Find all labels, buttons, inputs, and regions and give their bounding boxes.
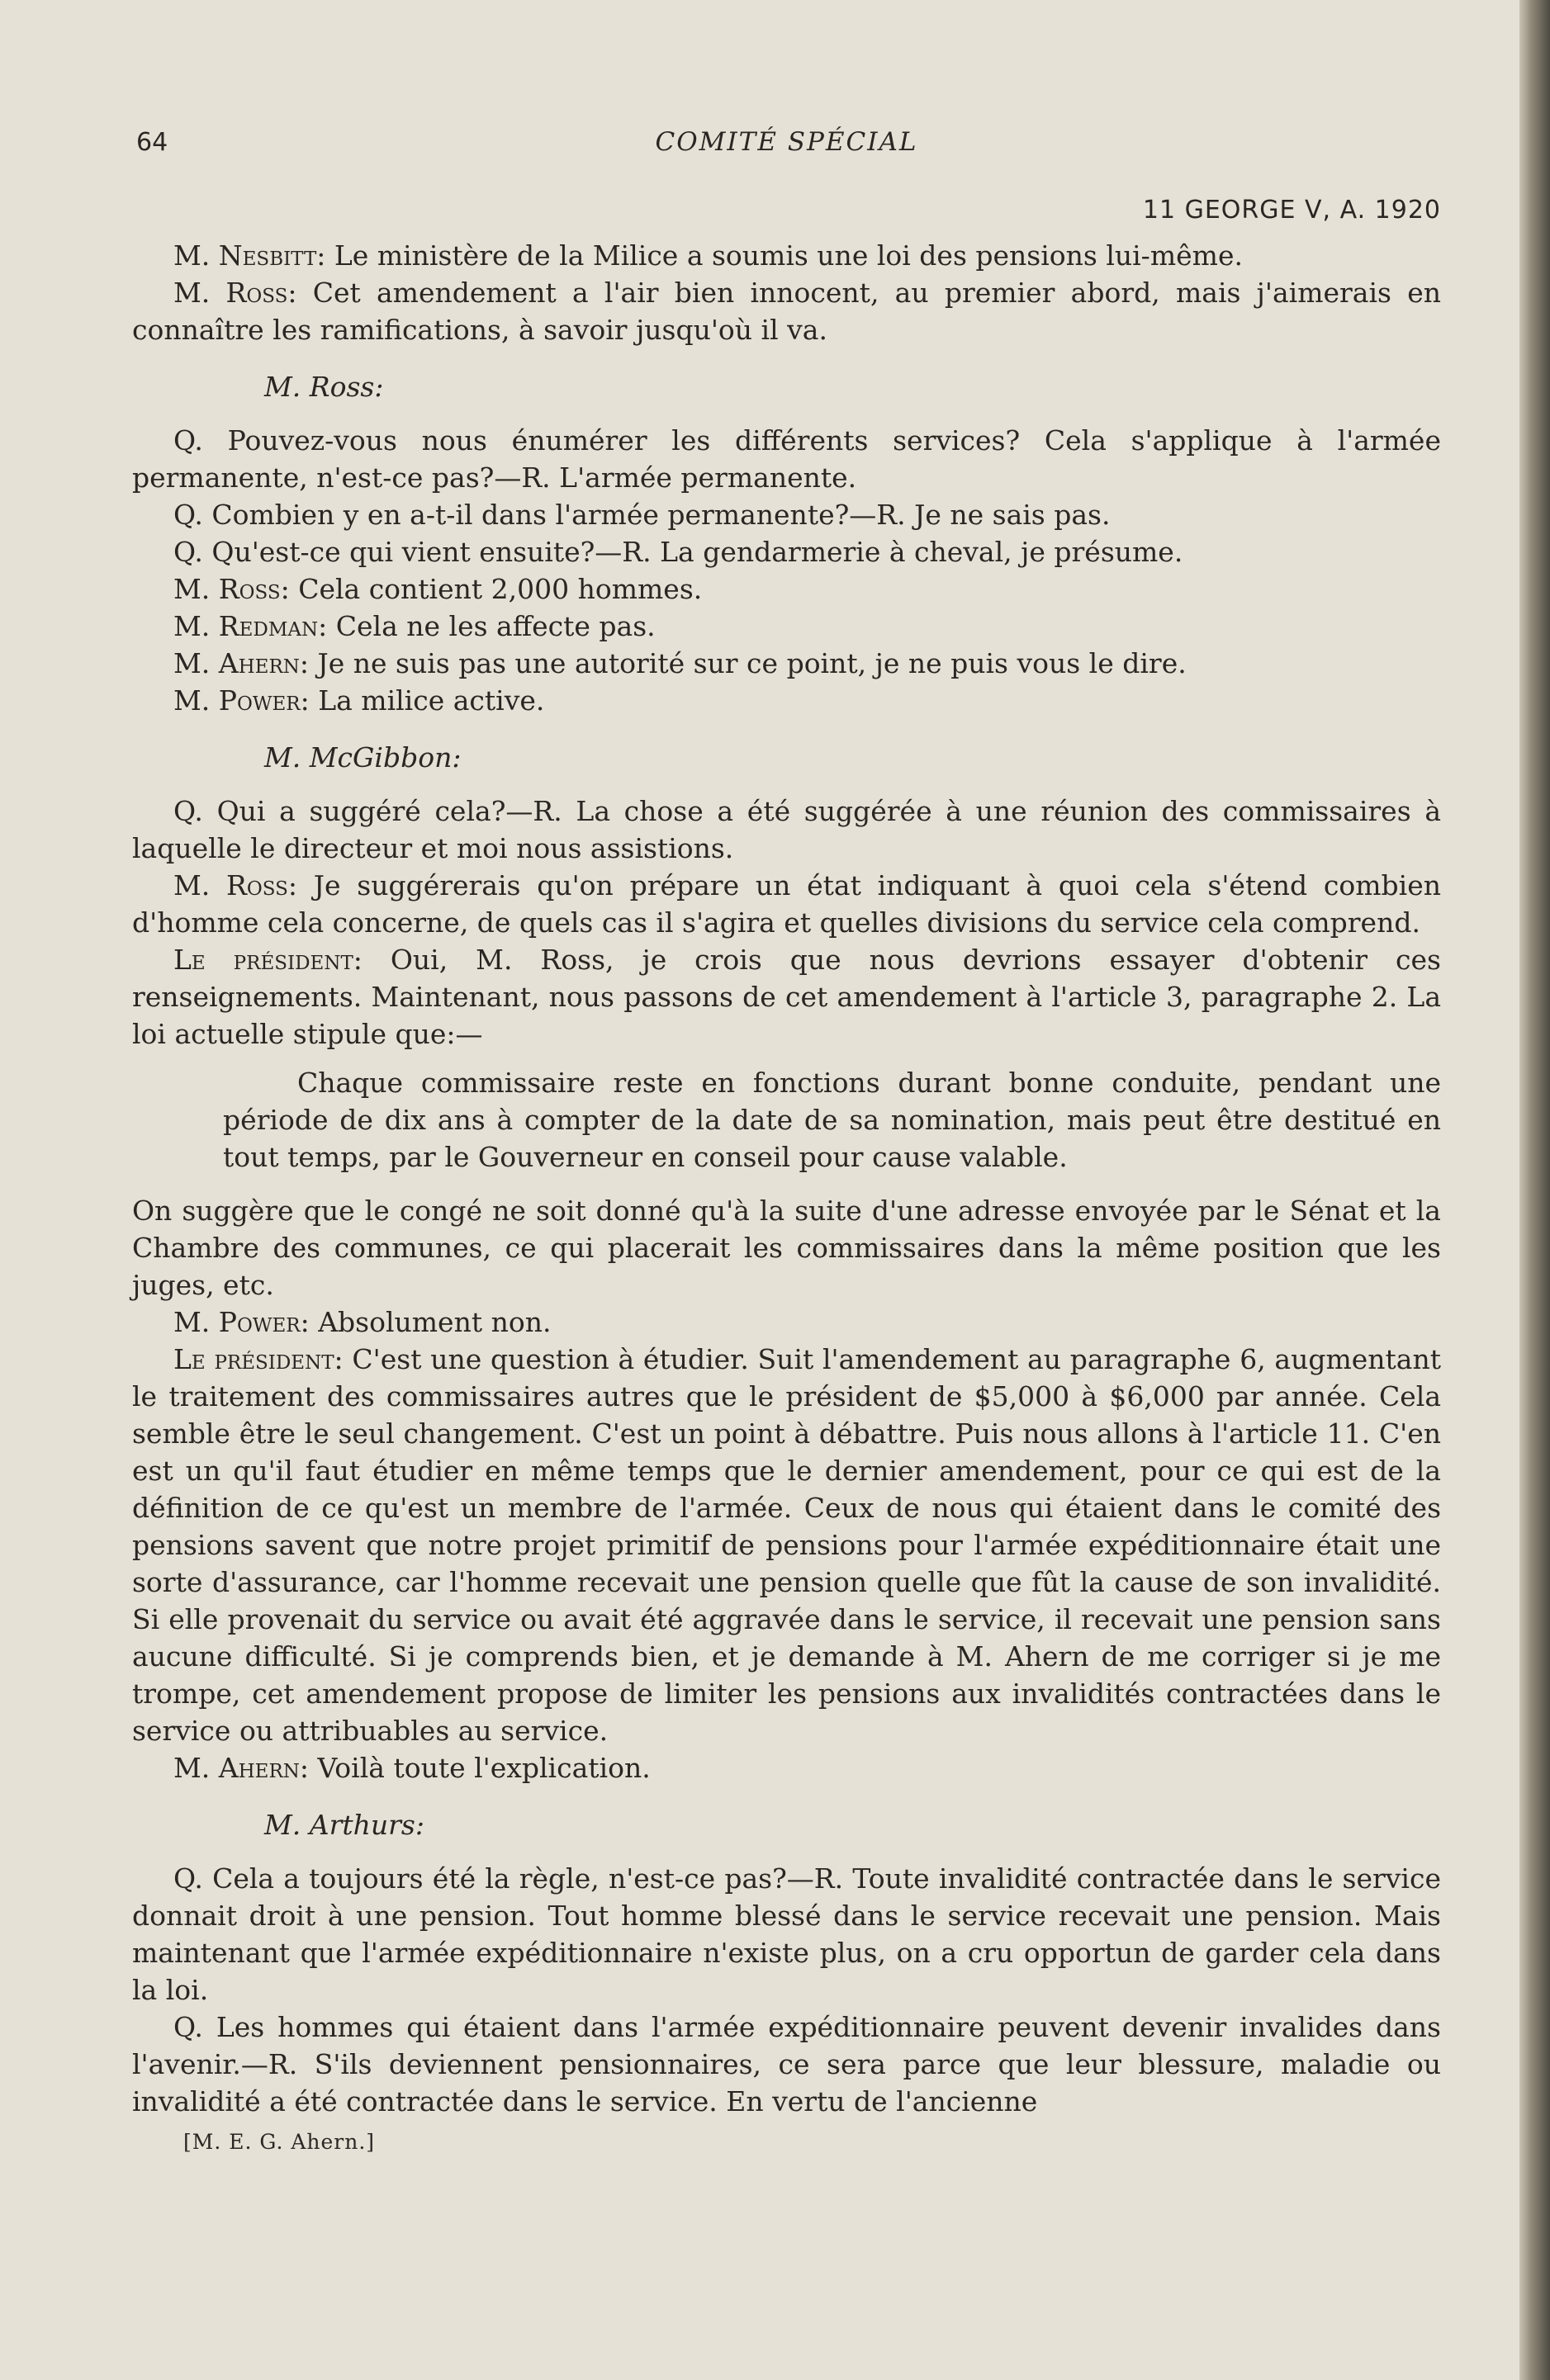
paragraph (132, 274, 1441, 348)
page-number: 64 (136, 128, 168, 157)
speaker-name: M. Power: (173, 684, 310, 717)
question-answer: Q. Qui a suggéré cela?—R. La chose a été suggérée à une réunion des commissaires à laquelle le directeur et moi nous assistions. (132, 795, 1441, 864)
page-content (132, 116, 1441, 2160)
paragraph (132, 867, 1441, 941)
speaker-name: M. Ross: (173, 277, 297, 309)
paragraph-text: La milice active. (309, 684, 545, 717)
paragraph-text: Oui, M. Ross, je crois que nous devrions essayer d'obtenir ces renseignements. Maintenant, nous passons de cet amendement à l'article 3, paragraphe 2. La loi actuelle stipule que:— (132, 944, 1441, 1050)
paragraph-text: Cela ne les affecte pas. (327, 610, 656, 642)
paragraph (132, 237, 1441, 274)
paragraph (132, 682, 1441, 719)
paragraph (132, 1749, 1441, 1786)
running-title: COMITÉ SPÉCIAL (655, 127, 918, 157)
paragraph-text: Voilà toute l'explication. (309, 1752, 651, 1784)
paragraph-text: Cela contient 2,000 hommes. (289, 573, 703, 605)
speaker-name: Le président: (173, 1343, 344, 1375)
speaker-name: M. Power: (173, 1306, 310, 1338)
speaker-name: M. Redman: (173, 610, 328, 642)
witness-reference: [M. E. G. Ahern.] (183, 2130, 376, 2154)
paragraph (132, 570, 1441, 608)
question-answer: Q. Qu'est-ce qui vient ensuite?—R. La gendarmerie à cheval, je présume. (173, 536, 1183, 568)
paragraph (132, 608, 1441, 645)
paragraph-text: Cet amendement a l'air bien innocent, au premier abord, mais j'aimerais en connaître les ramifications, à savoir jusqu'où il va. (132, 277, 1441, 346)
paragraph-text: Absolument non. (309, 1306, 552, 1338)
question-answer: Q. Combien y en a-t-il dans l'armée permanente?—R. Je ne sais pas. (173, 499, 1111, 531)
paragraph-text: Je ne suis pas une autorité sur ce point, je ne puis vous le dire. (309, 647, 1187, 679)
book-spine-shadow (1519, 0, 1550, 2380)
speaker-name: M. Nesbitt: (173, 239, 326, 272)
paragraph (132, 1341, 1441, 1749)
speaker-name: Le président: (173, 944, 363, 976)
paragraph (132, 645, 1441, 682)
paragraph-text: Je suggérerais qu'on prépare un état indiquant à quoi cela s'étend combien d'homme cela concerne, de quels cas il s'agira et quelles divisions du service cela comprend. (132, 869, 1441, 939)
speaker-name: M. Ahern: (173, 1752, 310, 1784)
paragraph-text: C'est une question à étudier. Suit l'amendement au paragraphe 6, augmentant le traitement des commissaires autres que le président de $5,000 à $6,000 par année. Cela semble être le seul changement. C'est un point à débattre. Puis nous allons à l'article 11. C'en est un qu'il faut étudier en même temps que le dernier amendement, pour ce qui est de la définition de ce qu'est un membre de l'armée. Ceux de nous qui étaient dans le comité des pensions savent que notre projet primitif de pensions pour l'armée expéditionnaire était une sorte d'assurance, car l'homme recevait une pension quelle que fût la cause de son invalidité. Si elle provenait du service ou avait été aggravée dans le service, il recevait une pension sans aucune difficulté. Si je comprends bien, et je demande à M. Ahern de me corriger si je me trompe, cet amendement propose de limiter les pensions aux invalidités contractées dans le service ou attribuables au service. (132, 1343, 1441, 1747)
examiner-heading: M. Arthurs: (264, 1809, 424, 1841)
paragraph (132, 941, 1441, 1053)
question-answer: Q. Les hommes qui étaient dans l'armée expéditionnaire peuvent devenir invalides dans l'avenir.—R. S'ils deviennent pensionnaires, ce sera parce que leur blessure, maladie ou invalidité a été contractée dans le service. En vertu de l'ancienne (132, 2011, 1441, 2117)
paragraph-text: Le ministère de la Milice a soumis une loi des pensions lui-même. (325, 239, 1243, 272)
speaker-name: M. Ahern: (173, 647, 310, 679)
speaker-name: M. Ross: (173, 573, 290, 605)
page-header (132, 116, 1441, 165)
examiner-heading: M. Ross: (264, 371, 384, 403)
examiner-heading: M. McGibbon: (264, 741, 462, 774)
question-answer: Q. Cela a toujours été la règle, n'est-ce pas?—R. Toute invalidité contractée dans le service donnait droit à une pension. Tout homme blessé dans le service recevait une pension. Mais maintenant que l'armée expéditionnaire n'existe plus, on a cru opportun de garder cela dans la loi. (132, 1862, 1441, 2006)
speaker-name: M. Ross: (173, 869, 297, 901)
paragraph (132, 1304, 1441, 1341)
session-line: 11 GEORGE V, A. 1920 (1142, 196, 1441, 225)
paragraph: On suggère que le congé ne soit donné qu'à la suite d'une adresse envoyée par le Sénat et la Chambre des communes, ce qui placerait les commissaires dans la même position que les juges, etc. (132, 1195, 1441, 1301)
quoted-statute: Chaque commissaire reste en fonctions durant bonne conduite, pendant une période de dix ans à compter de la date de sa nomination, mais peut être destitué en tout temps, par le Gouverneur en conseil pour cause valable. (223, 1067, 1441, 1173)
question-answer: Q. Pouvez-vous nous énumérer les différents services? Cela s'applique à l'armée permanente, n'est-ce pas?—R. L'armée permanente. (132, 424, 1441, 494)
